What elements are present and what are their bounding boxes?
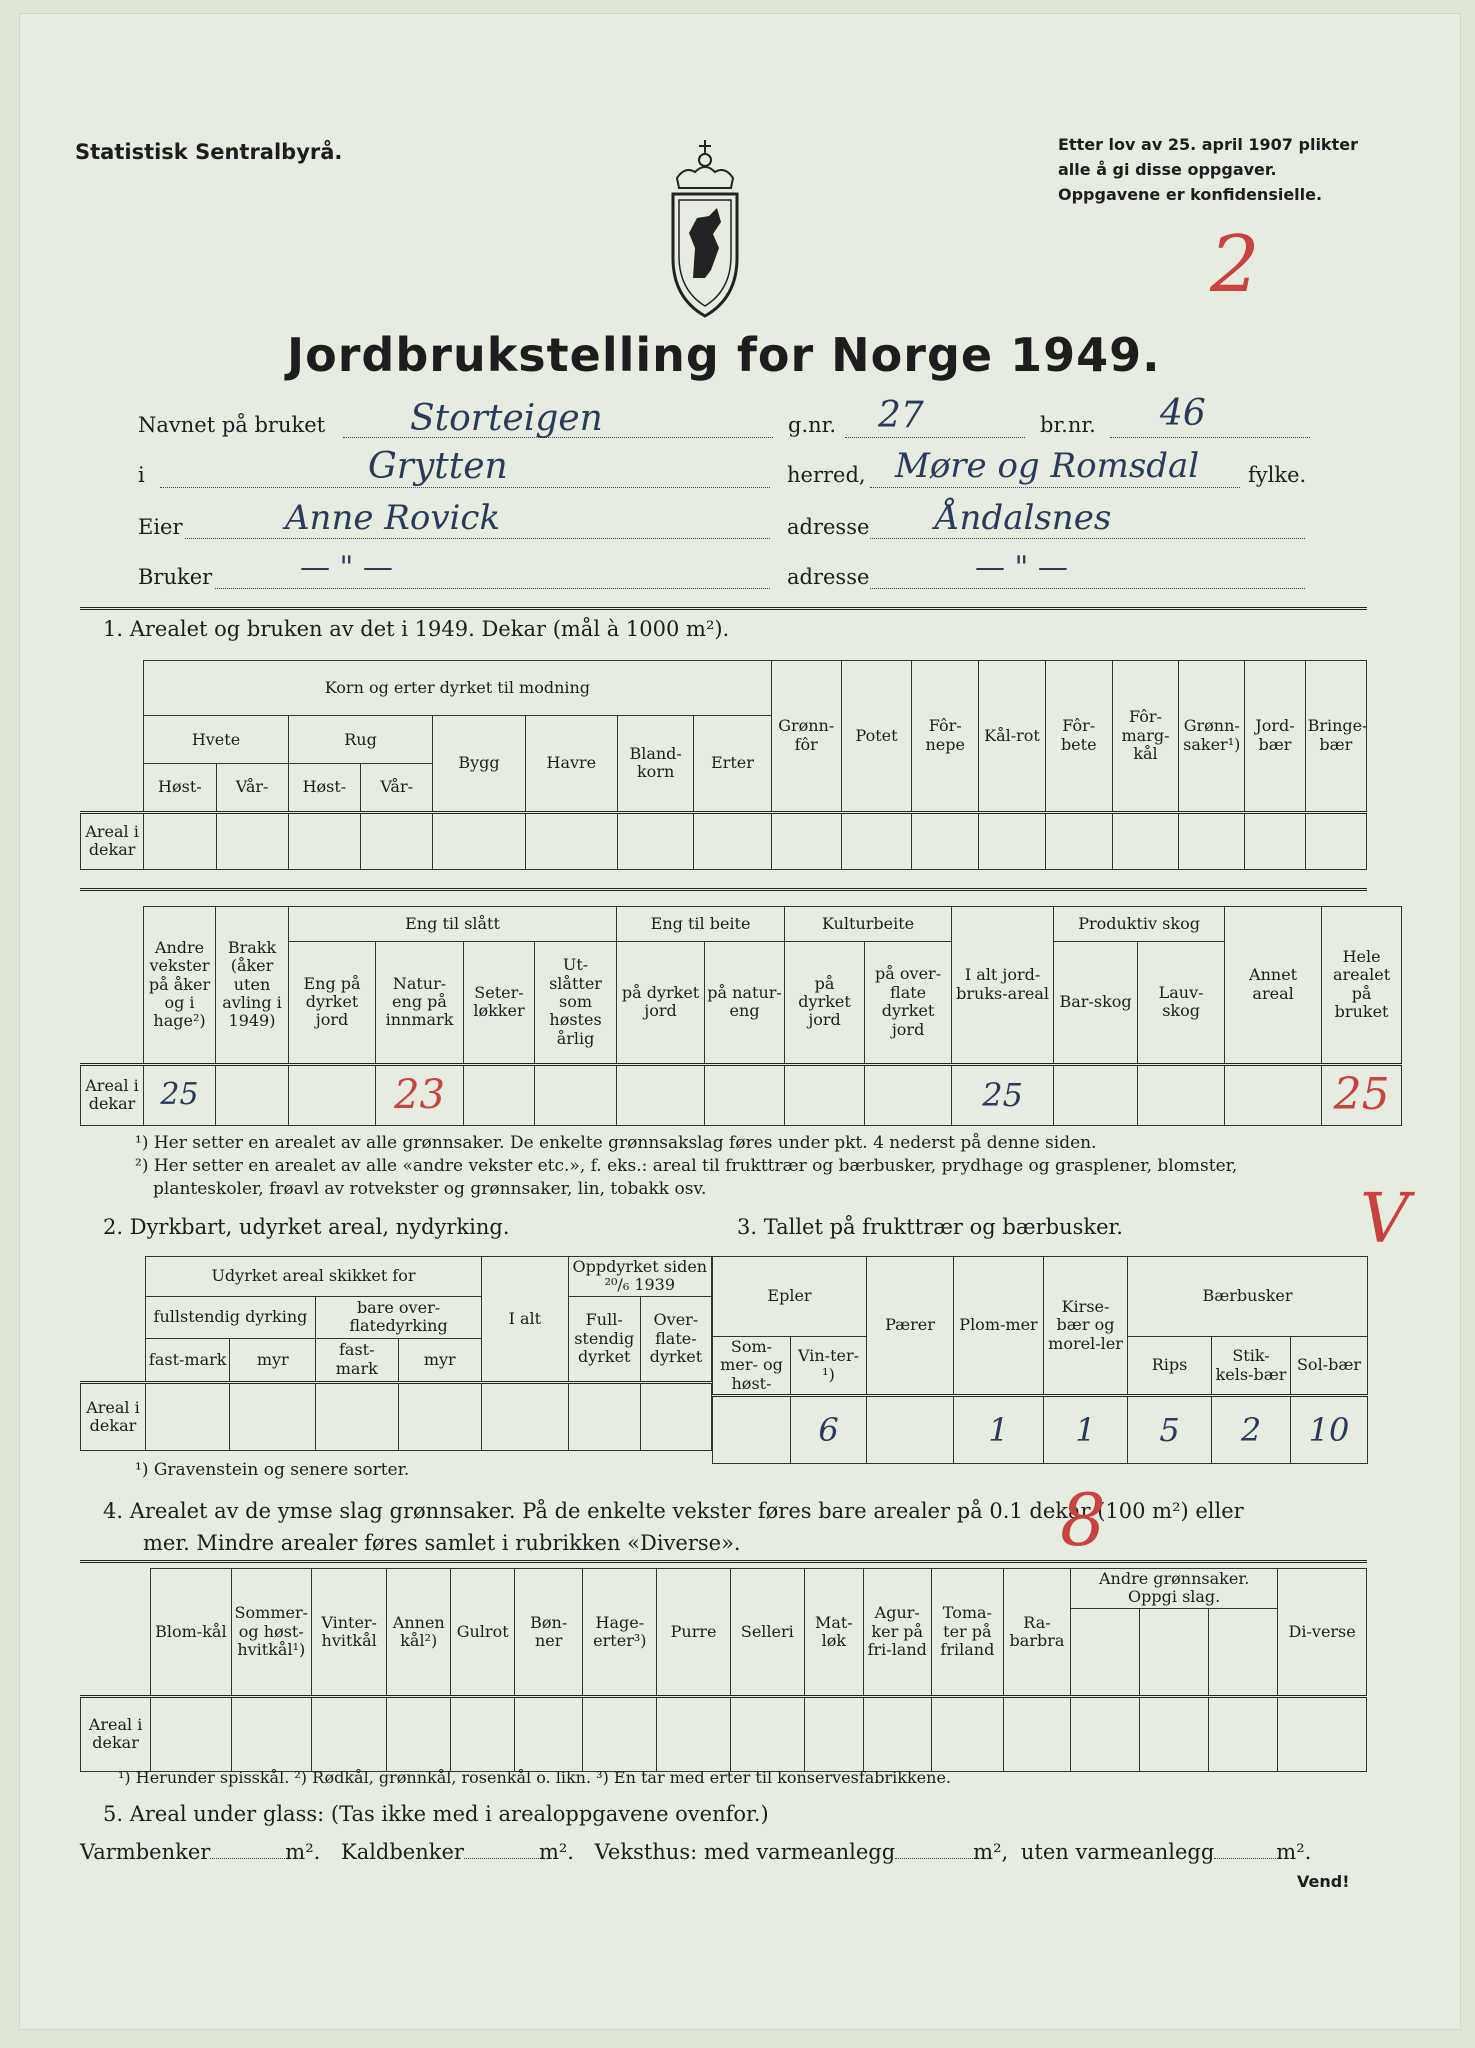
col-forbete: Fôr-bete	[1045, 661, 1112, 813]
unit: m²,	[973, 1840, 1009, 1864]
col-agurker: Agur-ker på fri-land	[863, 1569, 931, 1697]
col-rug-host: Høst-	[288, 764, 360, 812]
adresse-label: adresse	[787, 515, 870, 539]
crops-table	[80, 660, 1367, 870]
vegetables-table	[80, 1568, 1367, 1772]
agency-name: Statistisk Sentralbyrå.	[75, 140, 343, 164]
eng-slatt-header: Eng til slått	[289, 907, 617, 942]
col-selleri: Selleri	[730, 1569, 804, 1697]
col-vinter: Vin-ter-¹)	[791, 1337, 867, 1396]
note-line: planteskoler, frøavl av rotvekster og grønnsaker, lin, tobakk osv.	[153, 1179, 707, 1199]
section3-heading: 3. Tallet på frukttrær og bærbusker.	[737, 1215, 1123, 1239]
bruker-line	[215, 588, 770, 589]
section4-notes: ¹) Herunder spisskål. ²) Rødkål, grønnkål, rosenkål o. likn. ³) En tar med erter til konservesfabrikkene.	[118, 1768, 952, 1787]
gnr-line	[845, 437, 1025, 438]
section1-heading: 1. Arealet og bruken av det i 1949. Dekar (mål à 1000 m²).	[103, 617, 730, 641]
land-use-table	[80, 906, 1402, 1126]
col-kb-overflate: på over-flate dyrket jord	[865, 941, 952, 1064]
unit: m².	[538, 1840, 574, 1864]
col-fastmark: fast-mark	[145, 1338, 230, 1382]
law-notice-line: Etter lov av 25. april 1907 plikter	[1058, 135, 1358, 154]
veksthus-label: Veksthus: med varmeanlegg	[594, 1840, 896, 1864]
col-plommer: Plom-mer	[954, 1257, 1044, 1396]
col-bonner: Bøn-ner	[515, 1569, 583, 1697]
epler-header: Epler	[713, 1257, 867, 1337]
section2-note: ¹) Gravenstein og senere sorter.	[135, 1460, 410, 1480]
col-naturlig-eng: Natur-eng på innmark	[376, 941, 464, 1064]
gnr-label: g.nr.	[788, 413, 837, 437]
navnet-value: Storteigen	[410, 398, 603, 439]
section2-heading: 2. Dyrkbart, udyrket areal, nydyrking.	[103, 1215, 510, 1239]
col-lauvskog: Lauv-skog	[1138, 941, 1225, 1064]
fruit-trees-table	[712, 1256, 1368, 1464]
value-hele: 25	[1322, 1064, 1402, 1125]
varmbenker-field	[210, 1858, 285, 1859]
col-gulrot: Gulrot	[451, 1569, 515, 1697]
col-fastmark-2: fast-mark	[316, 1338, 398, 1382]
unit: m².	[1276, 1840, 1312, 1864]
col-hele: Hele arealet på bruket	[1322, 907, 1402, 1065]
value-naturlig-eng: 23	[376, 1064, 464, 1125]
adresse-line	[870, 538, 1305, 539]
adresse2-value: — " —	[975, 550, 1068, 585]
row-label: Areal i dekar	[81, 812, 144, 869]
adresse-value: Åndalsnes	[935, 498, 1112, 538]
col-bygg: Bygg	[433, 716, 525, 812]
brnr-label: br.nr.	[1040, 413, 1096, 437]
udyrket-header: Udyrket areal skikket for	[145, 1257, 481, 1297]
col-formargkal: Fôr-marg-kål	[1112, 661, 1178, 813]
col-annen-kal: Annen kål²)	[387, 1569, 451, 1697]
bare-header: bare over-flatedyrking	[316, 1296, 482, 1338]
col-matlok: Mat-løk	[804, 1569, 863, 1697]
law-notice	[1058, 132, 1358, 207]
col-sommer-hvitkal: Sommer-og høst-hvitkål¹)	[231, 1569, 311, 1697]
col-stikkelsbaer: Stik-kels-bær	[1212, 1337, 1291, 1396]
note-line: ²) Her setter en arealet av alle «andre vekster etc.», f. eks.: areal til frukttrær og bærbusker, prydhage og grasplener, blomster,	[135, 1156, 1238, 1176]
law-notice-line: Oppgavene er konfidensielle.	[1058, 185, 1323, 204]
col-vinter-hvitkal: Vinter-hvitkål	[312, 1569, 387, 1697]
col-blomkal: Blom-kål	[151, 1569, 231, 1697]
col-gronnfor: Grønn-fôr	[771, 661, 841, 813]
divider	[80, 888, 1367, 891]
col-erter: Erter	[694, 716, 771, 812]
eier-label: Eier	[138, 515, 183, 539]
col-myr: myr	[230, 1338, 316, 1382]
korn-header: Korn og erter dyrket til modning	[144, 661, 771, 716]
col-rug: Rug	[288, 716, 433, 764]
row-label: Areal i dekar	[81, 1064, 144, 1125]
fylke-label: fylke.	[1248, 463, 1307, 487]
red-mark: 8	[1060, 1478, 1106, 1562]
kulturbeite-header: Kulturbeite	[785, 907, 952, 942]
herred-line	[870, 487, 1240, 488]
col-jordbaer: Jord-bær	[1245, 661, 1305, 813]
i-label: i	[138, 463, 145, 487]
vend-label: Vend!	[1297, 1872, 1350, 1891]
i-line	[160, 487, 770, 488]
eier-line	[185, 538, 770, 539]
eng-beite-header: Eng til beite	[617, 907, 785, 942]
herred-label: herred,	[787, 463, 866, 487]
col-myr-2: myr	[398, 1338, 482, 1382]
uten-field	[1214, 1858, 1276, 1859]
varmbenker-label: Varmbenker	[80, 1840, 211, 1864]
col-beite-dyrket: på dyrket jord	[617, 941, 705, 1064]
col-gronnsaker: Grønn-saker¹)	[1179, 661, 1245, 813]
col-rug-var: Vår-	[361, 764, 433, 812]
oppdyrket-header: Oppdyrket siden ²⁰/₆ 1939	[568, 1257, 711, 1297]
col-i-alt: I alt	[482, 1257, 569, 1383]
section4-heading-line: 4. Arealet av de ymse slag grønnsaker. På de enkelte vekster føres bare arealer på 0.1 dekar (100 m²) eller	[103, 1499, 1244, 1523]
eier-value: Anne Rovick	[285, 498, 501, 538]
bruker-value: — " —	[300, 550, 393, 585]
value-stikkelsbaer: 2	[1212, 1396, 1291, 1464]
col-beite-natur: på natur-eng	[705, 941, 785, 1064]
skog-header: Produktiv skog	[1054, 907, 1225, 942]
section5-heading: 5. Areal under glass: (Tas ikke med i arealoppgavene ovenfor.)	[103, 1802, 769, 1826]
arable-land-table	[80, 1256, 712, 1451]
coat-of-arms-icon	[665, 138, 745, 318]
col-tomater: Toma-ter på friland	[931, 1569, 1003, 1697]
col-eng-dyrket: Eng på dyrket jord	[289, 941, 376, 1064]
section1-notes	[135, 1132, 1237, 1201]
col-potet: Potet	[841, 661, 911, 813]
col-hvete-host: Høst-	[144, 764, 216, 812]
col-full-dyrket: Full-stendig dyrket	[568, 1296, 640, 1382]
col-bringebaer: Bringe-bær	[1305, 661, 1366, 813]
col-havre: Havre	[525, 716, 617, 812]
gnr-value: 27	[878, 395, 924, 436]
fullstendig-header: fullstendig dyrking	[145, 1296, 315, 1338]
col-sommer-host: Som-mer- og høst-	[713, 1337, 791, 1396]
bruker-label: Bruker	[138, 565, 213, 589]
note-line: ¹) Her setter en arealet av alle grønnsaker. De enkelte grønnsakslag føres under pkt. 4 nederst på denne siden.	[135, 1133, 1097, 1153]
value-kirsebaer: 1	[1044, 1396, 1128, 1464]
col-kalrot: Kål-rot	[979, 661, 1045, 813]
col-andre-vekster: Andre vekster på åker og i hage²)	[144, 907, 216, 1065]
veksthus-field	[895, 1858, 973, 1859]
divider	[80, 1560, 1367, 1563]
value-rips: 5	[1128, 1396, 1212, 1464]
col-diverse: Di-verse	[1278, 1569, 1367, 1697]
check-mark: V	[1360, 1180, 1410, 1259]
page-mark: 2	[1210, 220, 1260, 310]
navnet-label: Navnet på bruket	[138, 413, 326, 437]
col-over-dyrket: Over-flate-dyrket	[640, 1296, 711, 1382]
row-label: Areal i dekar	[81, 1696, 151, 1771]
col-purre: Purre	[657, 1569, 730, 1697]
brnr-value: 46	[1160, 393, 1206, 434]
col-hvete: Hvete	[144, 716, 289, 764]
col-fornepe: Fôr-nepe	[912, 661, 979, 813]
col-paerer: Pærer	[867, 1257, 954, 1396]
col-brakk: Brakk (åker uten avling i 1949)	[216, 907, 289, 1065]
col-hageerter: Hage-erter³)	[583, 1569, 657, 1697]
section5-fields	[80, 1840, 1370, 1864]
adresse2-label: adresse	[787, 565, 870, 589]
col-seterlokker: Seter-løkker	[464, 941, 535, 1064]
col-hvete-var: Vår-	[216, 764, 288, 812]
herred-value: Møre og Romsdal	[895, 446, 1200, 486]
row-label: Areal i dekar	[81, 1382, 146, 1450]
col-annet: Annet areal	[1225, 907, 1322, 1065]
i-value: Grytten	[368, 446, 508, 487]
col-rips: Rips	[1128, 1337, 1212, 1396]
col-blandkorn: Bland-korn	[617, 716, 693, 812]
kaldbenker-label: Kaldbenker	[341, 1840, 464, 1864]
col-rabarbra: Ra-barbra	[1003, 1569, 1070, 1697]
section4-heading-line: mer. Mindre arealer føres samlet i rubrikken «Diverse».	[143, 1531, 741, 1555]
value-i-alt: 25	[952, 1064, 1054, 1125]
value-andre-vekster: 25	[144, 1064, 216, 1125]
uten-label: uten varmeanlegg	[1020, 1840, 1215, 1864]
col-i-alt: I alt jord-bruks-areal	[952, 907, 1054, 1065]
col-solbaer: Sol-bær	[1291, 1337, 1368, 1396]
law-notice-line: alle å gi disse oppgaver.	[1058, 160, 1277, 179]
adresse2-line	[870, 588, 1305, 589]
value-plommer: 1	[954, 1396, 1044, 1464]
andre-header: Andre grønnsaker. Oppgi slag.	[1071, 1569, 1278, 1609]
col-kirsebaer: Kirse-bær og morel-ler	[1044, 1257, 1128, 1396]
col-utslatter: Ut-slåtter som høstes årlig	[535, 941, 617, 1064]
unit: m².	[285, 1840, 321, 1864]
brnr-line	[1110, 437, 1310, 438]
page-title: Jordbrukstelling for Norge 1949.	[287, 328, 1161, 382]
value-solbaer: 10	[1291, 1396, 1368, 1464]
kaldbenker-field	[464, 1858, 539, 1859]
divider	[80, 607, 1367, 610]
value-vinter: 6	[791, 1396, 867, 1464]
col-kb-dyrket: på dyrket jord	[785, 941, 865, 1064]
baerbusker-header: Bærbusker	[1128, 1257, 1368, 1337]
col-barskog: Bar-skog	[1054, 941, 1138, 1064]
